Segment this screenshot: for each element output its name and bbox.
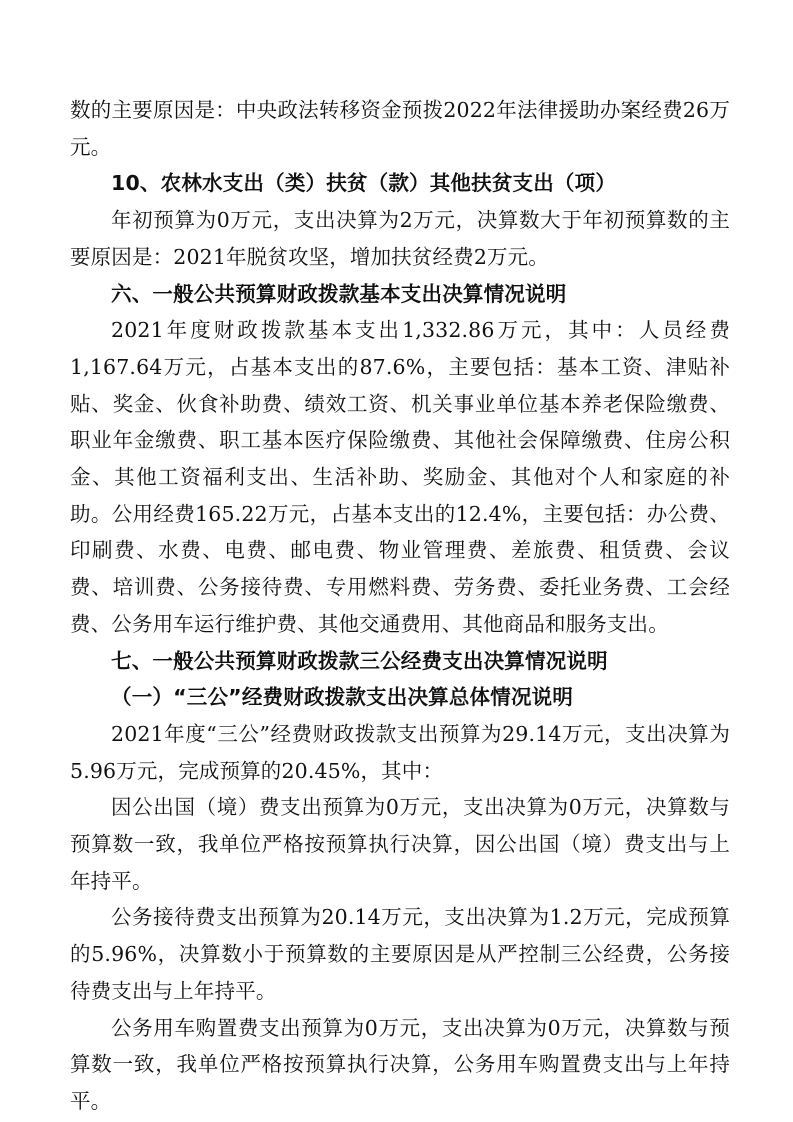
paragraph-basic-expense: 2021年度财政拨款基本支出1,332.86万元，其中：人员经费1,167.64万元，占基本支出的87.6%，主要包括：基本工资、津贴补贴、奖金、伙食补助费、绩效工资、机关事业单位基本养老保险缴费、职业年金缴费、职工基本医疗保险缴费、其他社会保障缴费、住房公积金、其他工资福利支出、生活补助、奖励金、其他对个人和家庭的补助。公用经费165.22万元，占基本支出的12.4%，主要包括：办公费、印刷费、水费、电费、邮电费、物业管理费、差旅费、租赁费、会议费、培训费、公务接待费、专用燃料费、劳务费、委托业务费、工会经费、公务用车运行维护费、其他交通费用、其他商品和服务支出。	[70, 318, 730, 636]
paragraph-official-reception: 公务接待费支出预算为20.14万元，支出决算为1.2万元，完成预算的5.96%，决算数小于预算数的主要原因是从严控制三公经费，公务接待费支出与上年持平。	[70, 905, 730, 1003]
heading-agriculture-poverty-expense: 10、农林水支出（类）扶贫（款）其他扶贫支出（项）	[111, 171, 617, 196]
paragraph-three-public-total: 2021年度“三公”经费财政拨款支出预算为29.14万元，支出决算为5.96万元，完成预算的20.45%，其中：	[70, 721, 730, 783]
paragraph-overseas-travel: 因公出国（境）费支出预算为0万元，支出决算为0万元，决算数与预算数一致，我单位严格按预算执行决算，因公出国（境）费支出与上年持平。	[70, 795, 730, 893]
subheading-three-public-overall: （一）“三公”经费财政拨款支出决算总体情况说明	[111, 685, 574, 710]
paragraph-poverty-expense: 年初预算为0万元，支出决算为2万元，决算数大于年初预算数的主要原因是：2021年脱贫攻坚，增加扶贫经费2万元。	[70, 208, 730, 269]
document-text	[70, 92, 730, 1120]
paragraph-legal-aid-reason: 数的主要原因是：中央政法转移资金预拨2022年法律援助办案经费26万元。	[70, 98, 730, 159]
heading-basic-expense: 六、一般公共预算财政拨款基本支出决算情况说明	[111, 281, 567, 306]
heading-three-public-expenses: 七、一般公共预算财政拨款三公经费支出决算情况说明	[111, 648, 608, 673]
paragraph-vehicle-purchase: 公务用车购置费支出预算为0万元，支出决算为0万元，决算数与预算数一致，我单位严格按预算执行决算，公务用车购置费支出与上年持平。	[70, 1015, 730, 1113]
